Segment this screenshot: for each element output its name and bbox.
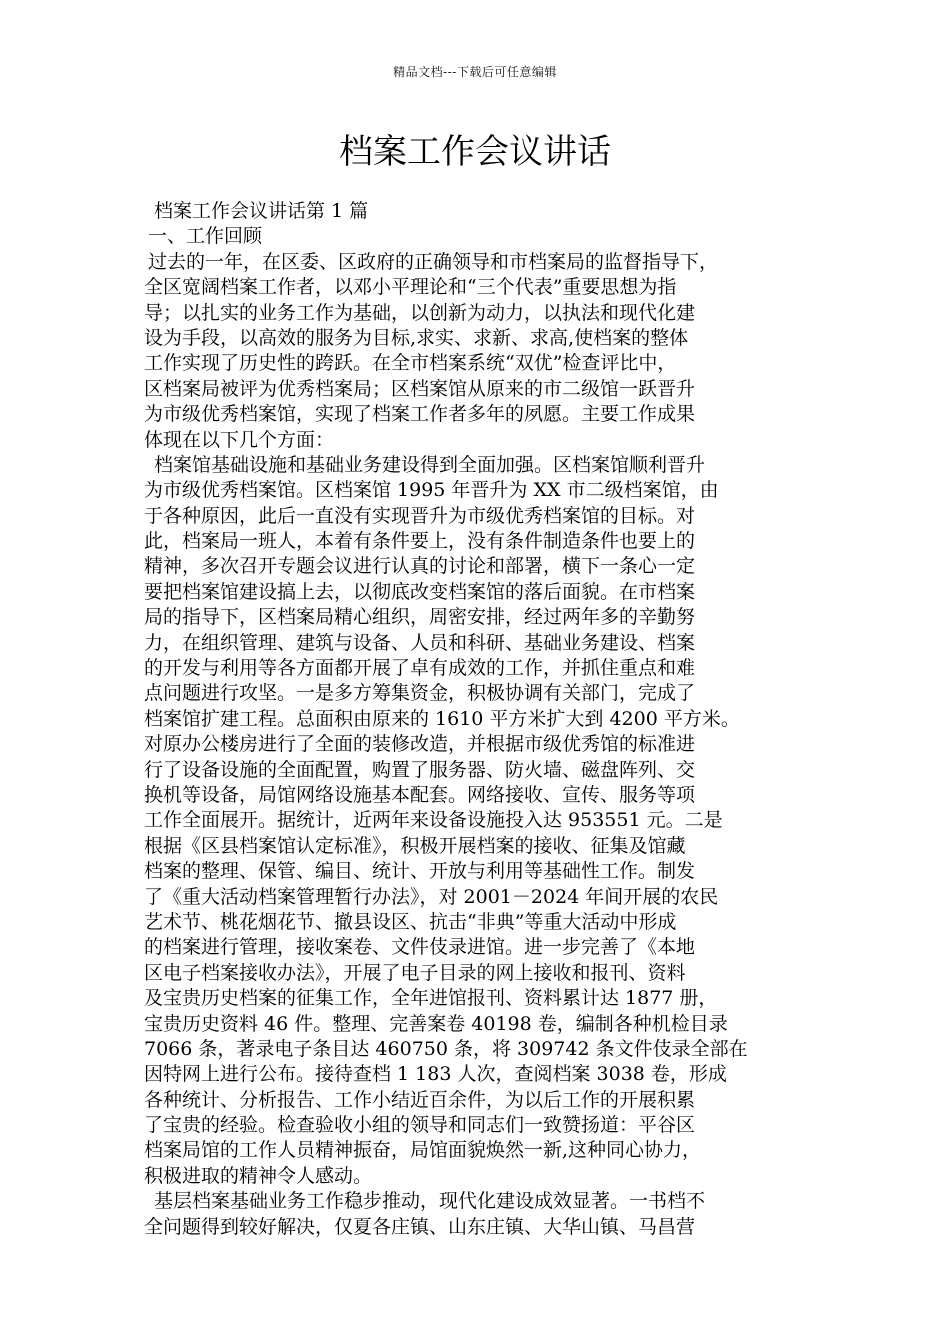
paragraph-line: 艺术节、桃花烟花节、撤县设区、抗击“非典”等重大活动中形成	[144, 910, 677, 933]
paragraph-line: 为市级优秀档案馆。区档案馆 1995 年晋升为 XX 市二级档案馆，由	[144, 479, 719, 502]
paragraph-line: 档案的整理、保管、编目、统计、开放与利用等基础性工作。制发	[144, 860, 696, 883]
paragraph-line: 于各种原因，此后一直没有实现晋升为市级优秀档案馆的目标。对	[144, 504, 696, 527]
paragraph-line: 力，在组织管理、建筑与设备、人员和科研、基础业务建设、档案	[144, 631, 696, 654]
paragraph-line: 档案局馆的工作人员精神振奋，局馆面貌焕然一新,这种同心协力，	[144, 1139, 702, 1162]
paragraph-line: 换机等设备，局馆网络设施基本配套。网络接收、宣传、服务等项	[144, 783, 696, 806]
page-header-note: 精品文档---下载后可任意编辑	[393, 65, 557, 79]
paragraph-line: 设为手段，以高效的服务为目标,求实、求新、求高,使档案的整体	[144, 326, 689, 349]
paragraph-line: 局的指导下，区档案局精心组织，周密安排，经过两年多的辛勤努	[144, 606, 696, 629]
section-heading: 一、工作回顾	[148, 225, 263, 248]
document-body	[144, 199, 824, 1240]
paragraph-line: 积极进取的精神令人感动。	[144, 1164, 373, 1187]
paragraph-line: 档案馆基础设施和基础业务建设得到全面加强。区档案馆顺利晋升	[154, 453, 706, 476]
paragraph-line: 工作全面展开。据统计，近两年来设备设施投入达 953551 元。二是	[144, 809, 723, 832]
paragraph-line: 工作实现了历史性的跨跃。在全市档案系统“双优”检查评比中，	[144, 352, 677, 375]
paragraph-line: 基层档案基础业务工作稳步推动，现代化建设成效显著。一书档不	[154, 1190, 706, 1213]
paragraph-line: 及宝贵历史档案的征集工作，全年进馆报刊、资料累计达 1877 册，	[144, 987, 718, 1010]
paragraph-line: 对原办公楼房进行了全面的装修改造，并根据市级优秀馆的标准进	[144, 733, 696, 756]
paragraph-line: 档案馆扩建工程。总面积由原来的 1610 平方米扩大到 4200 平方米。	[144, 707, 740, 730]
paragraph-line: 为市级优秀档案馆，实现了档案工作者多年的夙愿。主要工作成果	[144, 403, 696, 426]
paragraph-line: 7066 条，著录电子条目达 460750 条，将 309742 条文件伎录全部在	[144, 1037, 748, 1060]
paragraph-line: 导；以扎实的业务工作为基础，以创新为动力，以执法和现代化建	[144, 301, 696, 324]
paragraph-line: 的开发与利用等各方面都开展了卓有成效的工作，并抓住重点和难	[144, 657, 696, 680]
paragraph-line: 全区宽阔档案工作者，以邓小平理论和“三个代表”重要思想为指	[144, 276, 677, 299]
section-subtitle: 档案工作会议讲话第 1 篇	[154, 200, 369, 222]
paragraph-line: 此，档案局一班人，本着有条件要上，没有条件制造条件也要上的	[144, 530, 696, 553]
paragraph-line: 行了设备设施的全面配置，购置了服务器、防火墙、磁盘阵列、交	[144, 758, 696, 781]
paragraph-line: 了《重大活动档案管理暂行办法》，对 2001－2024 年间开展的农民	[144, 885, 719, 908]
document-title: 档案工作会议讲话	[339, 132, 611, 172]
paragraph-line: 要把档案馆建设搞上去，以彻底改变档案馆的落后面貌。在市档案	[144, 580, 696, 603]
paragraph-line: 全问题得到较好解决，仅夏各庄镇、山东庄镇、大华山镇、马昌营	[144, 1215, 696, 1238]
paragraph-line: 区档案局被评为优秀档案局；区档案馆从原来的市二级馆一跃晋升	[144, 377, 696, 400]
paragraph-line: 区电子档案接收办法》，开展了电子目录的网上接收和报刊、资料	[144, 961, 686, 984]
paragraph-line: 宝贵历史资料 46 件。整理、完善案卷 40198 卷，编制各种机检目录	[144, 1012, 728, 1035]
paragraph-line: 体现在以下几个方面：	[144, 428, 335, 451]
paragraph-line: 点问题进行攻坚。一是多方筹集资金，积极协调有关部门，完成了	[144, 682, 696, 705]
paragraph-line: 因特网上进行公布。接待查档 1 183 人次，查阅档案 3038 卷，形成	[144, 1063, 727, 1086]
paragraph-line: 精神，多次召开专题会议进行认真的讨论和部署，横下一条心一定	[144, 555, 696, 578]
paragraph-line: 过去的一年，在区委、区政府的正确领导和市档案局的监督指导下，	[148, 250, 719, 273]
paragraph-line: 根据《区县档案馆认定标准》，积极开展档案的接收、征集及馆藏	[144, 834, 686, 857]
paragraph-line: 各种统计、分析报告、工作小结近百余件，为以后工作的开展积累	[144, 1088, 696, 1111]
paragraph-line: 的档案进行管理，接收案卷、文件伎录进馆。进一步完善了《本地	[144, 936, 696, 959]
paragraph-line: 了宝贵的经验。检查验收小组的领导和同志们一致赞扬道：平谷区	[144, 1114, 696, 1137]
